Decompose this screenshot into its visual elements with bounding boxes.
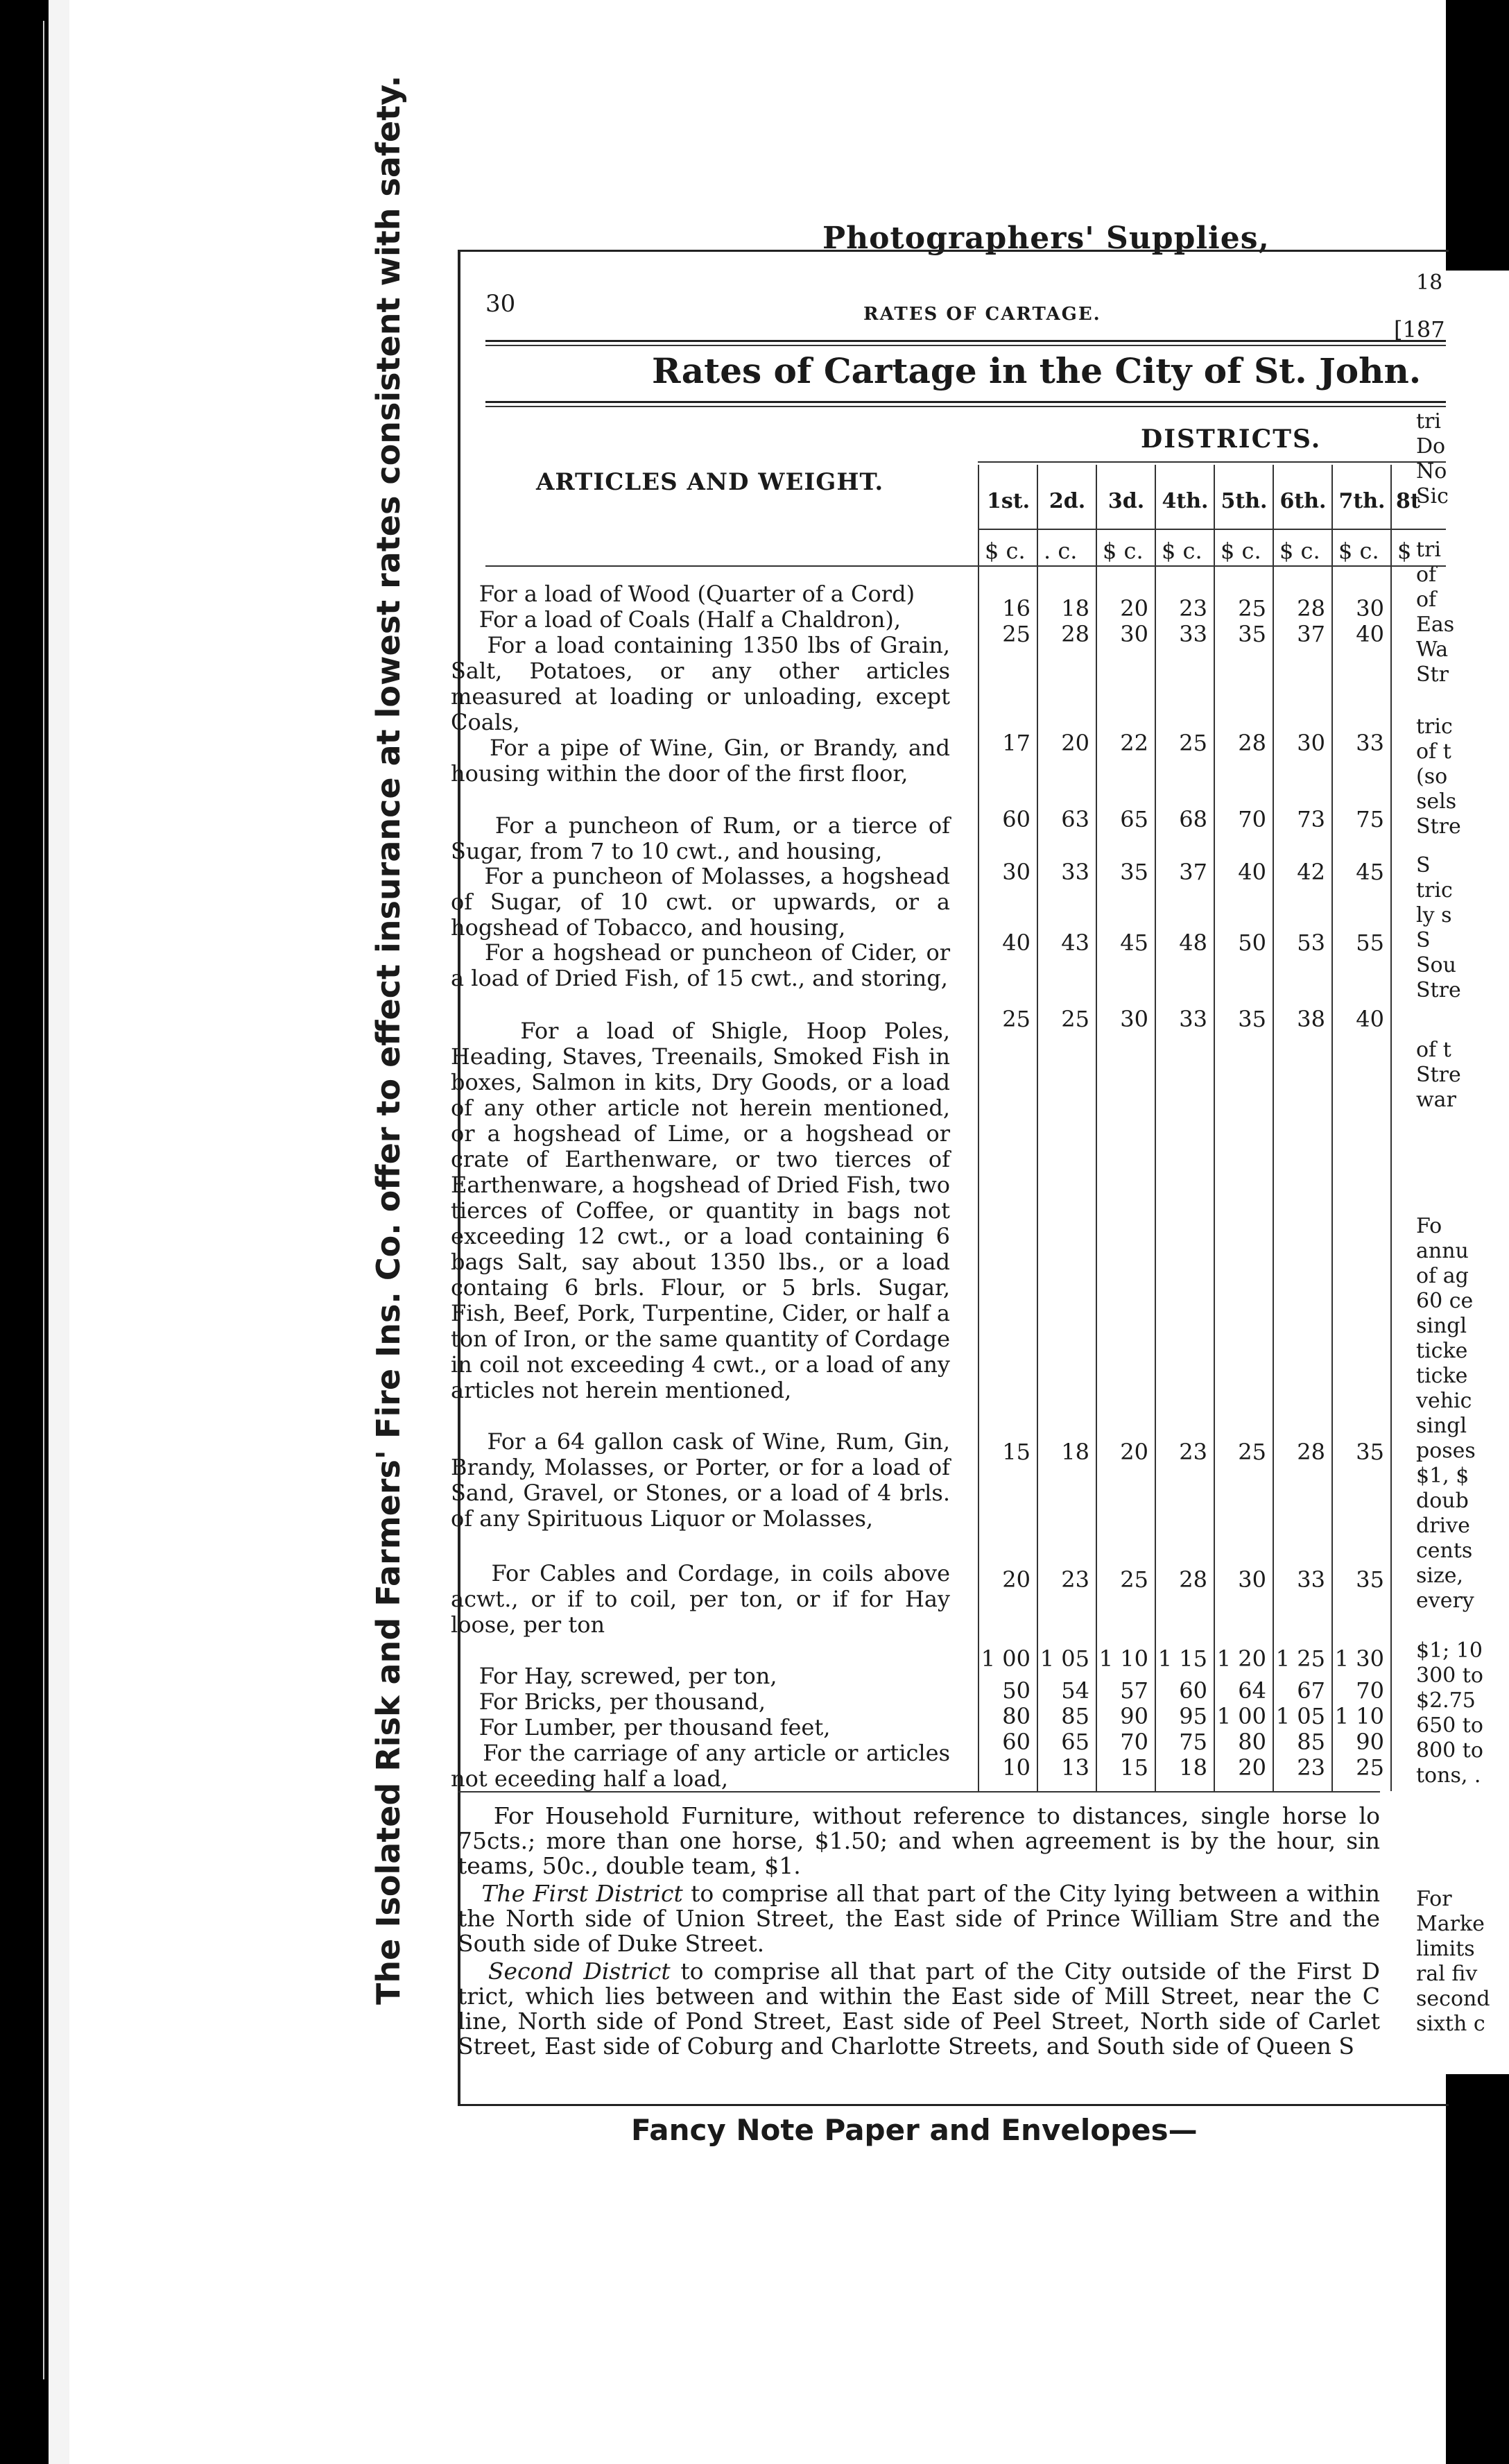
rule-header-bottom	[485, 565, 1446, 567]
next-page-line: poses	[1416, 1439, 1476, 1463]
district-column-header: 2d.	[1049, 489, 1086, 513]
rate-value: 75	[1179, 1729, 1207, 1755]
rate-value: 45	[1356, 859, 1384, 885]
rule-under-columns	[978, 529, 1446, 530]
rate-value: 18	[1061, 1439, 1089, 1465]
rate-value: 80	[1002, 1703, 1031, 1729]
article-description: For a pipe of Wine, Gin, or Brandy, and housing within the door of the first floor,	[451, 735, 951, 787]
next-page-line: tric	[1416, 715, 1453, 739]
next-page-line: drive	[1416, 1514, 1470, 1538]
rate-value: 50	[1002, 1677, 1031, 1704]
table-row	[451, 1715, 950, 1740]
rate-value: 40	[1238, 859, 1266, 885]
next-page-line: Stre	[1416, 814, 1461, 839]
rate-value: 20	[1238, 1754, 1266, 1781]
rate-value: 25	[1120, 1566, 1148, 1593]
rate-value: 57	[1120, 1677, 1148, 1704]
district-column-header: 5th.	[1221, 489, 1268, 513]
article-description: For a load of Shigle, Hoop Poles, Heading, Staves, Treenails, Smoked Fish in boxes, Salmon in kits, Dry Goods, or a load of any other article not herein mentioned, or a hogshead of Lime, or a hogshead or crate of Earthenware, or two tierces of Earthenware, a hogshead of Dried Fish, two tierces of Coffee, or quantity in bags not exceeding 12 cwt., or a load containing 6 bags Salt, say about 1350 lbs., or a load containg 6 brls. Flour, or 5 brls. Sugar, Fish, Beef, Pork, Turpentine, Cider, or half a ton of Iron, or the same quantity of Cordage in coil not exceeding 4 cwt., or a load of any articles not herein mentioned,	[451, 1018, 951, 1403]
next-page-line: size,	[1416, 1564, 1464, 1588]
rate-value: 90	[1356, 1729, 1384, 1755]
rate-value: 22	[1120, 730, 1148, 756]
rate-value: 35	[1356, 1566, 1384, 1593]
rate-value: 30	[1238, 1566, 1266, 1593]
next-page-line: annu	[1416, 1239, 1469, 1263]
column-divider	[1390, 465, 1392, 1791]
next-page-line: $1, $	[1416, 1464, 1469, 1488]
next-page-line: tric	[1416, 878, 1453, 902]
next-page-line: vehic	[1416, 1389, 1472, 1413]
rate-value: 33	[1061, 859, 1089, 885]
next-page-line: Marke	[1416, 1912, 1485, 1936]
rate-value: 1 10	[1098, 1645, 1148, 1672]
rate-value: 28	[1297, 1439, 1325, 1465]
rate-value: 70	[1120, 1729, 1148, 1755]
table-row	[451, 1689, 950, 1715]
running-head: RATES OF CARTAGE.	[863, 304, 1101, 325]
articles-header: ARTICLES AND WEIGHT.	[536, 468, 884, 496]
table-row	[451, 633, 950, 735]
rate-value: 64	[1238, 1677, 1266, 1704]
next-page-line: No	[1416, 459, 1447, 484]
rate-value: 43	[1061, 930, 1089, 956]
currency-label: $ c.	[985, 538, 1026, 564]
second-district-text: to comprise all that part of the City outside of the First D trict, which lies between and within the East side of Mill Street, near the C line, North side of Pond Street, East side of Peel Street, North side of Carlet Street, East side of Coburg and Charlotte Streets, and South side of Queen S	[458, 1958, 1380, 2060]
rate-value: 35	[1238, 1006, 1266, 1032]
currency-label: $	[1397, 538, 1412, 564]
footnote-household	[458, 1804, 1380, 1879]
rate-value: 30	[1356, 595, 1384, 622]
rate-value: 25	[1238, 595, 1266, 622]
next-page-line: Eas	[1416, 613, 1455, 637]
district-column-header: 6th.	[1279, 489, 1327, 513]
rate-value: 10	[1002, 1754, 1031, 1781]
rate-value: 1 10	[1334, 1703, 1384, 1729]
rate-value: 35	[1120, 859, 1148, 885]
next-page-line: Fo	[1416, 1214, 1442, 1238]
next-page-line: of t	[1416, 739, 1451, 764]
district-column-header: 7th.	[1338, 489, 1386, 513]
scan-border-left	[0, 0, 49, 2464]
rate-value: 50	[1238, 930, 1266, 956]
next-page-line: ticke	[1416, 1364, 1468, 1388]
next-page-line: 300 to	[1416, 1663, 1483, 1688]
rate-value: 30	[1120, 1006, 1148, 1032]
next-page-line: 60 ce	[1416, 1289, 1474, 1313]
next-page-line: Str	[1416, 662, 1449, 687]
table-row	[451, 1663, 950, 1689]
rate-value: 33	[1179, 1006, 1207, 1032]
table-row	[451, 864, 950, 941]
rule-under-districts	[978, 461, 1446, 463]
currency-label: . c.	[1044, 538, 1078, 564]
next-page-line: limits	[1416, 1937, 1475, 1961]
article-description: For a puncheon of Molasses, a hogshead of Sugar, of 10 cwt. or upwards, or a hogshead of Tobacco, and housing,	[451, 863, 951, 941]
column-divider	[1273, 465, 1274, 1791]
next-page-line: (so	[1416, 764, 1448, 789]
footnote-first-district	[458, 1881, 1380, 1956]
article-description: For Hay, screwed, per ton,	[478, 1663, 777, 1689]
first-district-text: to comprise all that part of the City lying between a within the North side of Union Street, the East side of Prince William Stre and the South side of Duke Street.	[458, 1880, 1380, 1957]
next-page-line: sixth c	[1416, 2012, 1485, 2036]
rate-value: 25	[1002, 621, 1031, 647]
rate-value: 25	[1061, 1006, 1089, 1032]
rule-top	[485, 340, 1446, 342]
next-page-line: ly s	[1416, 903, 1452, 927]
rate-value: 15	[1002, 1439, 1031, 1465]
next-page-line: 650 to	[1416, 1713, 1483, 1738]
rate-value: 20	[1120, 1439, 1148, 1465]
district-column-header: 8t	[1396, 489, 1420, 513]
next-page-line: of	[1416, 588, 1437, 612]
rule-under-title	[485, 401, 1446, 403]
rate-value: 95	[1179, 1703, 1207, 1729]
rate-value: 85	[1297, 1729, 1325, 1755]
next-page-line: tons, .	[1416, 1763, 1481, 1788]
article-description: For a load of Wood (Quarter of a Cord)	[478, 581, 915, 607]
rate-value: 28	[1238, 730, 1266, 756]
table-row	[451, 1740, 950, 1792]
next-page-line: For	[1416, 1887, 1452, 1911]
rate-value: 60	[1002, 1729, 1031, 1755]
currency-label: $ c.	[1338, 538, 1379, 564]
first-district-label: The First District	[481, 1880, 683, 1907]
column-divider	[1037, 465, 1038, 1791]
rate-value: 35	[1238, 621, 1266, 647]
next-page-line: $1; 10	[1416, 1639, 1483, 1663]
column-divider	[1096, 465, 1097, 1791]
rate-value: 25	[1238, 1439, 1266, 1465]
top-advertisement: Photographers' Supplies,	[822, 221, 1270, 256]
footnote-second-district	[458, 1959, 1380, 2059]
rate-value: 85	[1061, 1703, 1089, 1729]
rate-value: 18	[1061, 595, 1089, 622]
next-page-line: S	[1416, 928, 1431, 952]
next-page-line: 18	[1416, 271, 1443, 295]
rate-value: 23	[1297, 1754, 1325, 1781]
next-page-line: singl	[1416, 1314, 1467, 1338]
next-page-line: war	[1416, 1088, 1456, 1112]
rate-value: 53	[1297, 930, 1325, 956]
currency-label: $ c.	[1103, 538, 1144, 564]
rate-value: 55	[1356, 930, 1384, 956]
article-description: For a load containing 1350 lbs of Grain, Salt, Potatoes, or any other articles measured at loading or unloading, except Coals,	[451, 632, 951, 735]
table-row	[451, 1561, 950, 1638]
rate-value: 68	[1179, 806, 1207, 832]
districts-header: DISTRICTS.	[1141, 425, 1322, 454]
rate-value: 1 00	[981, 1645, 1031, 1672]
table-row	[451, 735, 950, 787]
rate-value: 1 15	[1157, 1645, 1207, 1672]
rate-value: 48	[1179, 930, 1207, 956]
next-page-line: ral fiv	[1416, 1962, 1478, 1986]
rate-value: 20	[1002, 1566, 1031, 1593]
bottom-advertisement: Fancy Note Paper and Envelopes—	[631, 2113, 1198, 2147]
article-description: For Lumber, per thousand feet,	[478, 1714, 831, 1740]
rate-value: 1 05	[1040, 1645, 1089, 1672]
next-page-line: Wa	[1416, 638, 1449, 662]
rate-value: 40	[1356, 621, 1384, 647]
rate-value: 33	[1356, 730, 1384, 756]
rate-value: 1 00	[1216, 1703, 1266, 1729]
rate-value: 90	[1120, 1703, 1148, 1729]
currency-label: $ c.	[1221, 538, 1261, 564]
rate-value: 65	[1061, 1729, 1089, 1755]
table-row	[451, 1429, 950, 1532]
rate-value: 1 30	[1334, 1645, 1384, 1672]
rate-value: 40	[1002, 930, 1031, 956]
rate-value: 23	[1061, 1566, 1089, 1593]
district-column-header: 1st.	[986, 489, 1031, 513]
rate-value: 45	[1120, 930, 1148, 956]
article-description: For a puncheon of Rum, or a tierce of Sugar, from 7 to 10 cwt., and housing,	[451, 812, 951, 864]
rate-value: 30	[1002, 859, 1031, 885]
rate-value: 73	[1297, 806, 1325, 832]
side-advertisement: The Isolated Risk and Farmers' Fire Ins. Co. offer to effect insurance at lowest rates consistent with safety.	[370, 75, 407, 2005]
article-description: For a hogshead or puncheon of Cider, or a load of Dried Fish, of 15 cwt., and storing,	[451, 939, 951, 991]
rate-value: 20	[1061, 730, 1089, 756]
next-page-line: S	[1416, 853, 1431, 878]
rate-value: 75	[1356, 806, 1384, 832]
page-edge-strip	[49, 0, 69, 2464]
article-description: For Bricks, per thousand,	[478, 1688, 766, 1715]
rate-value: 70	[1356, 1677, 1384, 1704]
rule-top-2	[485, 345, 1446, 346]
rate-value: 67	[1297, 1677, 1325, 1704]
currency-label: $ c.	[1162, 538, 1202, 564]
rate-value: 25	[1356, 1754, 1384, 1781]
next-page-line: of ag	[1416, 1264, 1469, 1288]
next-page-line: ticke	[1416, 1339, 1468, 1363]
next-page-line: sels	[1416, 789, 1457, 814]
column-divider	[978, 465, 979, 1791]
next-page-line: tri	[1416, 409, 1441, 434]
footnote-household-text: For Household Furniture, without reference to distances, single horse lo 75cts.; more than one horse, $1.50; and when agreement is by the hour, sin teams, 50c., double team, $1.	[458, 1802, 1380, 1879]
rate-value: 23	[1179, 595, 1207, 622]
rate-value: 70	[1238, 806, 1266, 832]
next-page-line: singl	[1416, 1414, 1467, 1438]
page-number: 30	[485, 290, 516, 318]
rate-value: 65	[1120, 806, 1148, 832]
rate-value: 60	[1002, 806, 1031, 832]
rate-value: 80	[1238, 1729, 1266, 1755]
rule-under-title-2	[485, 406, 1446, 407]
next-page-line: tri	[1416, 538, 1441, 562]
rate-value: 37	[1179, 859, 1207, 885]
rate-value: 1 20	[1216, 1645, 1266, 1672]
rate-value: 33	[1297, 1566, 1325, 1593]
next-page-line: cents	[1416, 1539, 1473, 1563]
rate-value: 38	[1297, 1006, 1325, 1032]
rate-value: 60	[1179, 1677, 1207, 1704]
article-description: For the carriage of any article or articles not eceeding half a load,	[451, 1740, 951, 1792]
next-page-line: Sic	[1416, 484, 1449, 508]
table-row	[451, 581, 950, 607]
rate-value: 23	[1179, 1439, 1207, 1465]
rate-value: 33	[1179, 621, 1207, 647]
next-page-line: 800 to	[1416, 1738, 1483, 1763]
rate-value: 18	[1179, 1754, 1207, 1781]
rate-value: 13	[1061, 1754, 1089, 1781]
district-column-header: 4th.	[1162, 489, 1209, 513]
next-page-line: Stre	[1416, 1063, 1461, 1087]
rate-value: 35	[1356, 1439, 1384, 1465]
table-row	[451, 940, 950, 991]
rate-value: 42	[1297, 859, 1325, 885]
page-title: Rates of Cartage in the City of St. John.	[652, 350, 1422, 391]
rate-value: 17	[1002, 730, 1031, 756]
article-description: For a load of Coals (Half a Chaldron),	[478, 606, 901, 633]
rate-value: 20	[1120, 595, 1148, 622]
rule-table-bottom	[458, 1791, 1380, 1793]
rate-value: 28	[1061, 621, 1089, 647]
rate-value: 16	[1002, 595, 1031, 622]
next-page-line: every	[1416, 1589, 1474, 1613]
rate-value: 30	[1297, 730, 1325, 756]
table-row	[451, 813, 950, 864]
column-divider	[1331, 465, 1333, 1791]
article-description: For Cables and Cordage, in coils above acwt., or if to coil, per ton, or if for Hay loose, per ton	[451, 1560, 951, 1638]
rate-value: 54	[1061, 1677, 1089, 1704]
article-description: For a 64 gallon cask of Wine, Rum, Gin, Brandy, Molasses, or Porter, or for a load of Sand, Gravel, or Stones, or a load of 4 brls. of any Spirituous Liquor or Molasses,	[451, 1428, 951, 1532]
next-page-line: $2.75	[1416, 1688, 1476, 1713]
rate-value: 63	[1061, 806, 1089, 832]
next-page-line: of t	[1416, 1038, 1451, 1062]
page-edge-line	[43, 21, 44, 2379]
next-page-line: of	[1416, 563, 1437, 587]
table-row	[451, 607, 950, 633]
currency-label: $ c.	[1279, 538, 1320, 564]
rate-value: 25	[1002, 1006, 1031, 1032]
table-row	[451, 1018, 950, 1403]
second-district-label: Second District	[488, 1958, 671, 1985]
column-divider	[1214, 465, 1215, 1791]
rate-value: 37	[1297, 621, 1325, 647]
running-year: [187	[1394, 316, 1445, 343]
district-column-header: 3d.	[1107, 489, 1145, 513]
rate-value: 28	[1179, 1566, 1207, 1593]
next-page-line: Stre	[1416, 978, 1461, 1002]
rate-value: 28	[1297, 595, 1325, 622]
rate-value: 30	[1120, 621, 1148, 647]
next-page-line: second	[1416, 1987, 1490, 2011]
rate-value: 40	[1356, 1006, 1384, 1032]
next-page-line: doub	[1416, 1489, 1469, 1513]
rate-value: 1 05	[1275, 1703, 1325, 1729]
next-page-line: Sou	[1416, 953, 1456, 977]
rate-value: 25	[1179, 730, 1207, 756]
rate-value: 15	[1120, 1754, 1148, 1781]
rate-value: 1 25	[1275, 1645, 1325, 1672]
column-divider	[1155, 465, 1156, 1791]
next-page-line: Do	[1416, 434, 1446, 459]
